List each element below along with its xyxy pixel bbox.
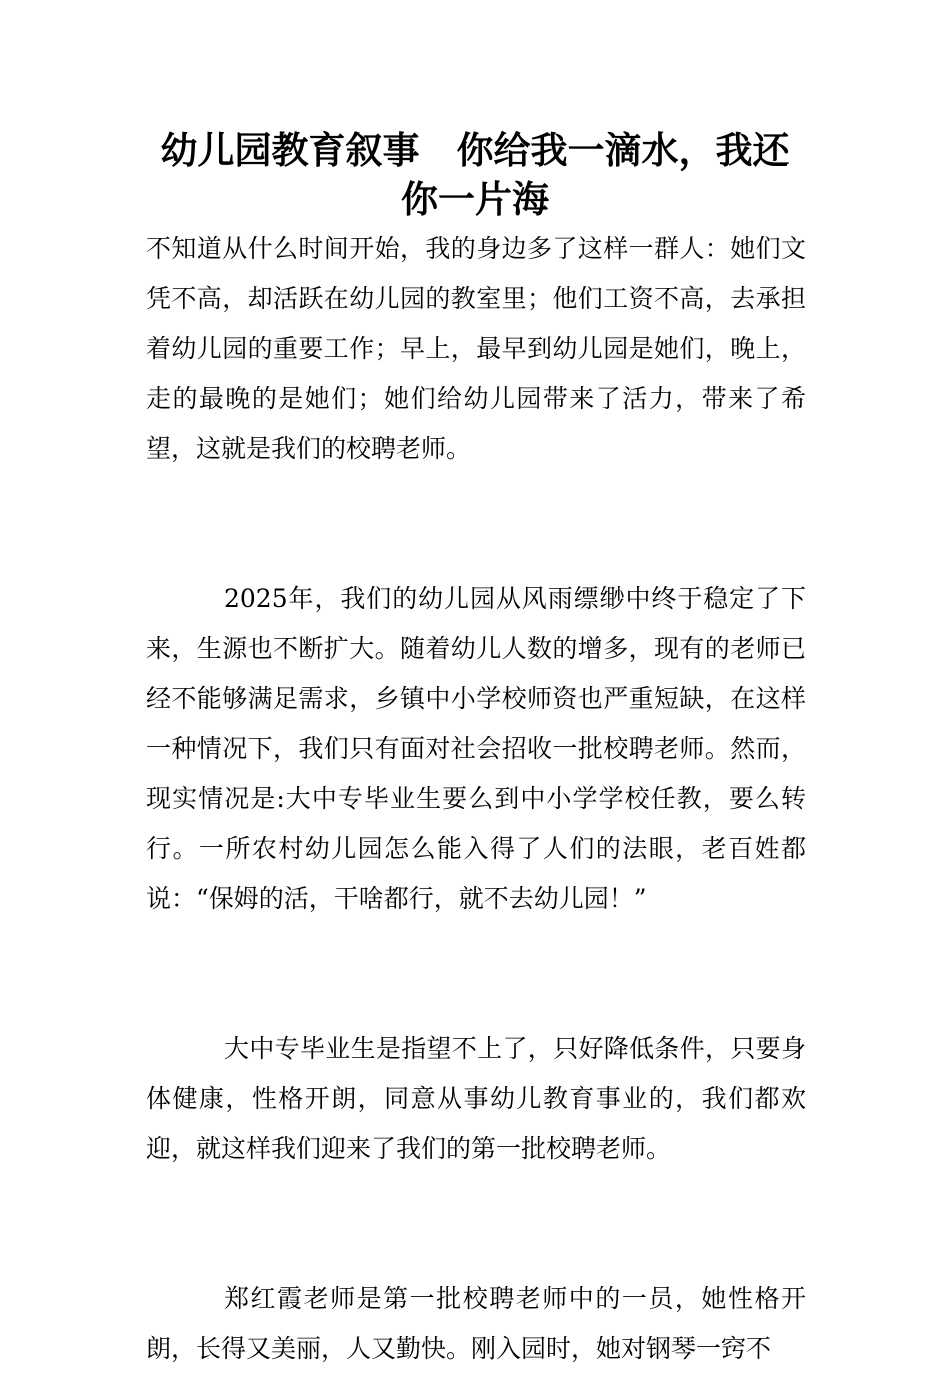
document-title: 幼儿园教育叙事 你给我一滴水，我还你一片海 [160,129,790,221]
paragraph-2: 2025年，我们的幼儿园从风雨缥缈中终于稳定了下来，生源也不断扩大。随着幼儿人数的增多，现有的老师已经不能够满足需求，乡镇中小学校师资也严重短缺，在这样一种情况下，我们只有面对社会招收一批校聘老师。然而，现实情况是:大中专毕业生要么到中小学学校任教，要么转行。一所农村幼儿园怎么能入得了人们的法眼，老百姓都说：“保姆的活，干啥都行，就不去幼儿园！” [146,584,806,913]
paragraph-gap [146,1174,806,1274]
paragraph-gap [146,474,806,574]
paragraph-4: 郑红霞老师是第一批校聘老师中的一员，她性格开朗，长得又美丽，人又勤快。刚入园时，她对钢琴一窍不 [146,1284,806,1363]
document-body [146,224,806,1374]
paragraph-3: 大中专毕业生是指望不上了，只好降低条件，只要身体健康，性格开朗，同意从事幼儿教育事业的，我们都欢迎，就这样我们迎来了我们的第一批校聘老师。 [146,1034,806,1163]
paragraph-gap [146,924,806,1024]
paragraph-1: 不知道从什么时间开始，我的身边多了这样一群人：她们文凭不高，却活跃在幼儿园的教室里；他们工资不高，去承担着幼儿园的重要工作；早上，最早到幼儿园是她们，晚上，走的最晚的是她们；她们给幼儿园带来了活力，带来了希望，这就是我们的校聘老师。 [146,234,806,463]
